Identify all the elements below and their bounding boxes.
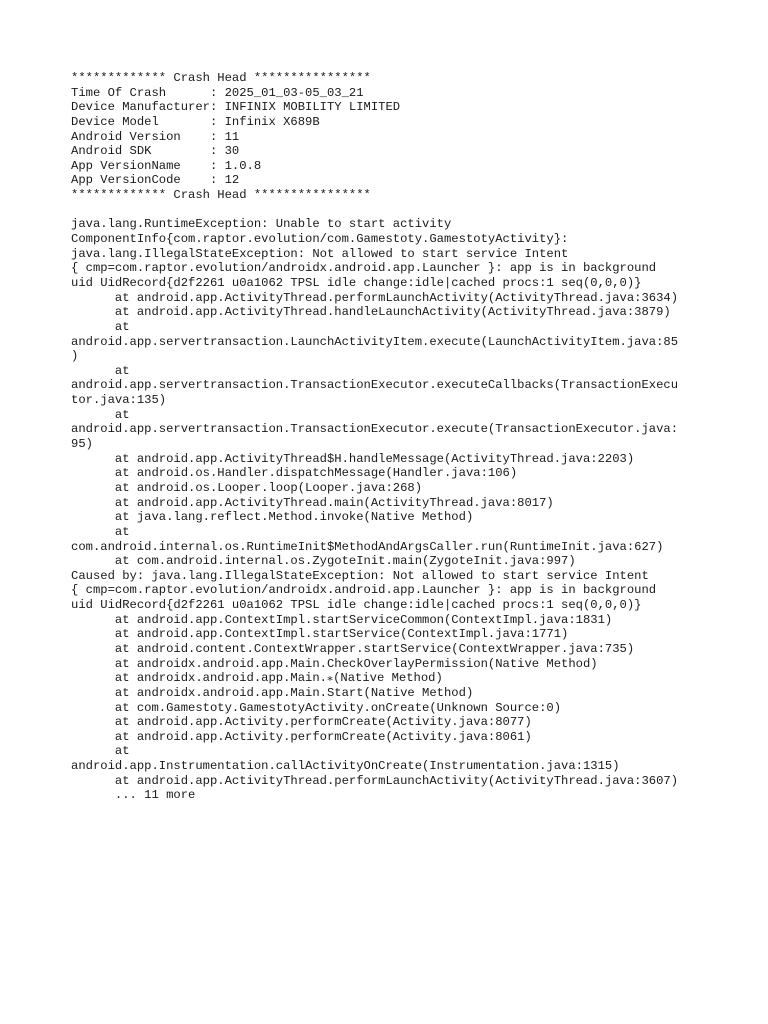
log-line: at androidx.android.app.Main.CheckOverlayPermission(Native Method) (71, 656, 598, 671)
log-line: ... 11 more (71, 788, 196, 803)
log-line: at java.lang.reflect.Method.invoke(Native Method) (71, 510, 474, 525)
log-line: at android.app.Activity.performCreate(Activity.java:8061) (71, 729, 532, 744)
log-line (71, 203, 731, 218)
log-line: at android.app.ActivityThread.performLaunchActivity(ActivityThread.java:3634) (71, 290, 679, 305)
log-line: java.lang.RuntimeException: Unable to start activity (71, 217, 452, 232)
log-line: at android.content.ContextWrapper.startService(ContextWrapper.java:735) (71, 641, 635, 656)
log-line: com.android.internal.os.RuntimeInit$MethodAndArgsCaller.run(RuntimeInit.java:627) (71, 539, 664, 554)
log-line: { cmp=com.raptor.evolution/androidx.android.app.Launcher }: app is in background (71, 261, 657, 276)
log-line: at android.os.Handler.dispatchMessage(Handler.java:106) (71, 466, 518, 481)
log-line: android.app.servertransaction.TransactionExecutor.execute(TransactionExecutor.java: (71, 422, 679, 437)
log-line: Caused by: java.lang.IllegalStateException: Not allowed to start service Intent (71, 568, 649, 583)
log-line: ************* Crash Head **************** (71, 188, 371, 203)
log-line: at android.app.Activity.performCreate(Activity.java:8077) (71, 715, 532, 730)
log-line: at androidx.android.app.Main.⁎(Native Method) (71, 671, 443, 686)
log-line: at android.app.ActivityThread.main(ActivityThread.java:8017) (71, 495, 554, 510)
log-line: uid UidRecord{d2f2261 u0a1062 TPSL idle change:idle|cached procs:1 seq(0,0,0)} (71, 598, 642, 613)
log-line: at android.app.ContextImpl.startServiceCommon(ContextImpl.java:1831) (71, 612, 613, 627)
log-line: at android.app.ActivityThread.performLaunchActivity(ActivityThread.java:3607) (71, 773, 679, 788)
log-line: 95) (71, 437, 93, 452)
log-line: at (71, 407, 130, 422)
log-line: ComponentInfo{com.raptor.evolution/com.Gamestoty.GamestotyActivity}: (71, 232, 569, 247)
log-line: at com.android.internal.os.ZygoteInit.main(ZygoteInit.java:997) (71, 554, 576, 569)
log-line: at (71, 744, 130, 759)
log-line: at (71, 363, 130, 378)
log-line: java.lang.IllegalStateException: Not allowed to start service Intent (71, 246, 569, 261)
log-line: Device Model : Infinix X689B (71, 114, 320, 129)
log-line: App VersionCode : 12 (71, 173, 240, 188)
log-line: tor.java:135) (71, 393, 167, 408)
log-line: Android SDK : 30 (71, 144, 240, 159)
log-line: Time Of Crash : 2025_01_03-05_03_21 (71, 85, 364, 100)
log-line: at (71, 524, 130, 539)
log-line: android.app.Instrumentation.callActivityOnCreate(Instrumentation.java:1315) (71, 759, 620, 774)
log-line: uid UidRecord{d2f2261 u0a1062 TPSL idle change:idle|cached procs:1 seq(0,0,0)} (71, 275, 642, 290)
crash-log-text (71, 71, 731, 803)
log-line: Device Manufacturer: INFINIX MOBILITY LIMITED (71, 100, 401, 115)
log-line: at android.app.ContextImpl.startService(ContextImpl.java:1771) (71, 627, 569, 642)
log-line: at android.app.ActivityThread.handleLaunchActivity(ActivityThread.java:3879) (71, 305, 671, 320)
log-line: android.app.servertransaction.TransactionExecutor.executeCallbacks(TransactionExecu (71, 378, 679, 393)
log-line: at android.os.Looper.loop(Looper.java:268) (71, 480, 423, 495)
log-line: Android Version : 11 (71, 129, 240, 144)
log-line: { cmp=com.raptor.evolution/androidx.android.app.Launcher }: app is in background (71, 583, 657, 598)
log-line: App VersionName : 1.0.8 (71, 158, 262, 173)
log-line: at android.app.ActivityThread$H.handleMessage(ActivityThread.java:2203) (71, 451, 635, 466)
log-line: ) (71, 349, 79, 364)
log-line: at com.Gamestoty.GamestotyActivity.onCreate(Unknown Source:0) (71, 700, 562, 715)
log-line: at (71, 319, 130, 334)
log-line: ************* Crash Head **************** (71, 71, 371, 85)
log-line: at androidx.android.app.Main.Start(Native Method) (71, 685, 474, 700)
log-line: android.app.servertransaction.LaunchActivityItem.execute(LaunchActivityItem.java:85 (71, 334, 679, 349)
